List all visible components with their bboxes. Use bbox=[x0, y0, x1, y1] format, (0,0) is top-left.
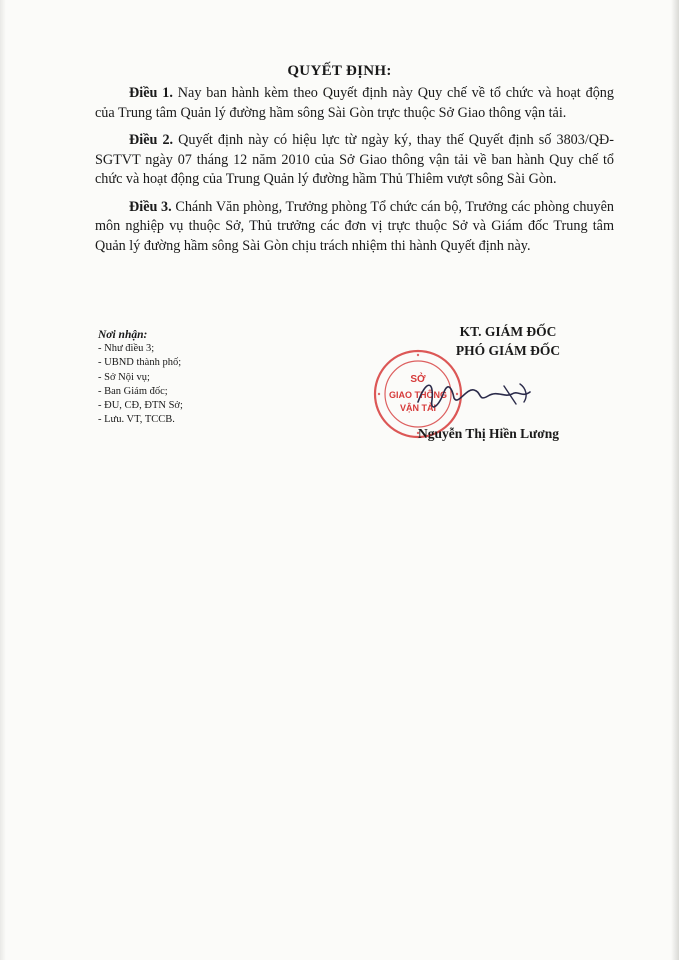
recipient-item: - Sở Nội vụ; bbox=[98, 371, 150, 383]
signature-title-line1: KT. GIÁM ĐỐC bbox=[459, 324, 557, 339]
article-3-label: Điều 3. bbox=[129, 198, 172, 215]
scan-edge-left bbox=[0, 0, 6, 960]
recipients-title: Nơi nhận: bbox=[98, 329, 148, 341]
article-3-text: Chánh Văn phòng, Trưởng phòng Tổ chức cán bộ, Trưởng các phòng chuyên môn nghiệp vụ thuộc Sở, Thủ trưởng các đơn vị trực thuộc Sở và Giám đốc Trung tâm Quản lý đường hầm sông Sài Gòn chịu trách nhiệm thi hành Quyết định này. bbox=[95, 198, 614, 254]
article-1 bbox=[95, 84, 614, 123]
decision-body bbox=[95, 84, 614, 264]
recipient-item: - ĐU, CĐ, ĐTN Sở; bbox=[98, 400, 183, 412]
article-2 bbox=[95, 131, 614, 190]
article-2-text: Quyết định này có hiệu lực từ ngày ký, thay thế Quyết định số 3803/QĐ-SGTVT ngày 07 tháng 12 năm 2010 của Sở Giao thông vận tải về ban hành Quy chế tổ chức và hoạt động của Trung Quản lý đường hầm Thủ Thiêm vượt sông Sài Gòn. bbox=[95, 132, 615, 187]
article-1-text: Nay ban hành kèm theo Quyết định này Quy chế về tổ chức và hoạt động của Trung tâm Quản lý đường hầm sông Sài Gòn trực thuộc Sở Giao thông vận tải. bbox=[95, 85, 614, 121]
recipient-item: - Lưu. VT, TCCB. bbox=[98, 414, 175, 426]
recipients-block bbox=[98, 328, 183, 427]
signature-title-line2: PHÓ GIÁM ĐỐC bbox=[455, 343, 561, 358]
stamp-top-text: SỞ bbox=[410, 374, 426, 385]
decision-heading: QUYẾT ĐỊNH: bbox=[287, 63, 392, 79]
stamp-bottom-text: VẬN TẢI bbox=[400, 403, 436, 413]
recipient-item: - Như điều 3; bbox=[98, 343, 155, 355]
stamp-middle-text: GIAO THÔNG bbox=[389, 390, 447, 400]
article-2-label: Điều 2. bbox=[129, 132, 174, 148]
signer-name: Nguyễn Thị Hiền Lương bbox=[418, 426, 559, 441]
article-3 bbox=[95, 198, 614, 257]
article-1-label: Điều 1. bbox=[129, 85, 173, 101]
scan-edge-right bbox=[671, 0, 679, 960]
recipients-list bbox=[98, 342, 183, 427]
recipient-item: - Ban Giám đốc; bbox=[98, 385, 168, 397]
handwritten-signature-icon bbox=[408, 372, 558, 418]
recipient-item: - UBND thành phố; bbox=[98, 357, 182, 369]
